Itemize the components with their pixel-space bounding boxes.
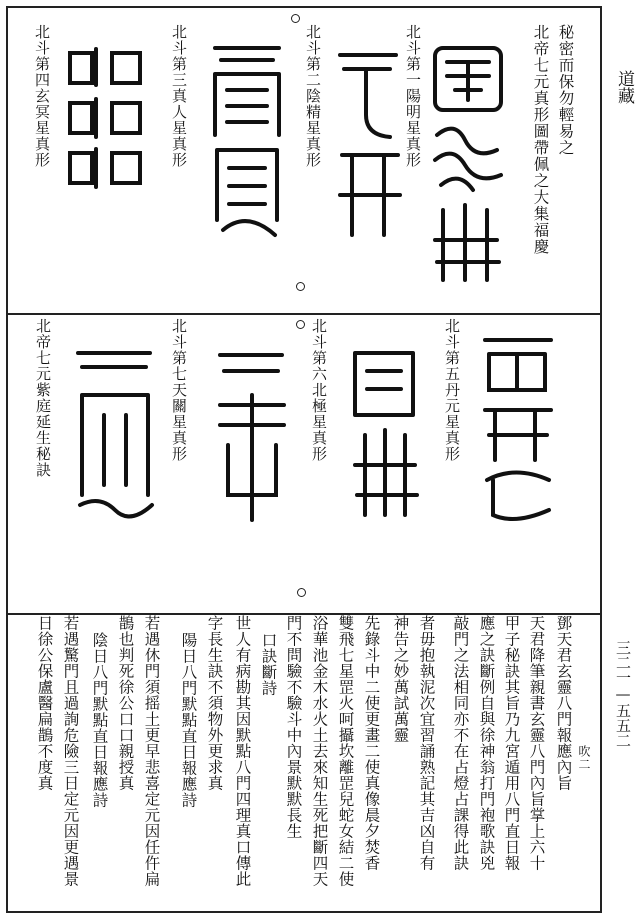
text-column-8: 先錄斗中二使更畫二使真像晨夕焚香 xyxy=(362,615,381,871)
collection-title: 道藏 xyxy=(614,70,634,104)
title-line-1: 秘密而保勿輕易之 xyxy=(556,24,575,156)
star-caption-8: 北帝七元紫庭延生秘訣 xyxy=(34,318,52,478)
text-column-1: 鄧天君玄靈八門報應內旨 xyxy=(554,615,573,791)
text-column-17: 鵲也判死徐公口口親授真 xyxy=(116,615,135,791)
star-caption-2: 北斗第二陰精星真形 xyxy=(304,24,322,168)
marker-circle xyxy=(291,14,300,23)
marker-circle xyxy=(296,282,305,291)
text-column-14: 字長生訣不須物外更求真 xyxy=(205,615,224,791)
star-caption-6: 北斗第六北極星真形 xyxy=(310,318,328,462)
text-column-2: 天君降筆親書玄靈八門內旨掌上六十 xyxy=(527,615,546,871)
seal-glyph-star-6 xyxy=(345,345,425,525)
seal-glyph-star-2 xyxy=(330,45,410,245)
star-caption-5: 北斗第五丹元星真形 xyxy=(443,318,461,462)
text-column-12: 口訣斷詩 xyxy=(259,632,278,696)
text-column-16: 若遇休門須摇土更早悲喜定元因任仵扁 xyxy=(142,615,161,887)
text-column-18: 陰日八門默點直日報應詩 xyxy=(90,632,109,808)
star-caption-3: 北斗第三真人星真形 xyxy=(170,24,188,168)
seal-glyph-star-4 xyxy=(62,45,152,195)
text-column-10: 浴華池金木水火土去來知生死把斷四天 xyxy=(310,615,329,887)
note-small: 吹二 xyxy=(577,745,591,771)
text-column-5: 敲門之法相同亦不在占燈占課得此訣 xyxy=(451,615,470,871)
seal-glyph-star-7 xyxy=(210,345,295,530)
title-line-2: 北帝七元真形圖帶佩之大集福慶 xyxy=(531,24,550,255)
text-column-4: 應之訣斷例自與徐神翁打門袍歌訣兇 xyxy=(477,615,496,871)
panel-divider-1 xyxy=(8,313,600,315)
marker-circle xyxy=(296,320,305,329)
text-column-7: 神告之妙萬試萬靈 xyxy=(391,615,410,743)
text-column-19: 若遇驚門且過詢危險三日定元因更遇景 xyxy=(61,615,80,887)
star-caption-7: 北斗第七天關星真形 xyxy=(170,318,188,462)
marker-circle xyxy=(297,588,306,597)
text-column-3: 甲子秘訣其旨乃九宮遁用八門直日報 xyxy=(502,615,521,871)
seal-glyph-star-5 xyxy=(475,330,565,530)
text-column-6: 者毋抱執泥次宜習誦熟記其吉凶自有 xyxy=(417,615,436,871)
side-margin xyxy=(613,0,640,919)
seal-glyph-star-3 xyxy=(205,40,290,240)
text-column-20: 日徐公保盧醫扁鵲不度真 xyxy=(35,615,54,791)
page-number: 三二一—五五二 xyxy=(614,640,632,748)
text-column-9: 雙飛七星罡火呵攝坎離罡兒蛇女結二使 xyxy=(336,615,355,887)
seal-glyph-star-8 xyxy=(70,345,160,520)
star-caption-4: 北斗第四玄冥星真形 xyxy=(33,24,51,168)
text-column-13: 世人有病勘其因默點八門四理真口傳此 xyxy=(233,615,252,887)
text-column-15: 陽日八門默點直日報應詩 xyxy=(179,632,198,808)
star-caption-1: 北斗第一陽明星真形 xyxy=(404,24,422,168)
seal-glyph-star-1 xyxy=(425,40,515,290)
text-column-11: 門不問驗不驗斗中內景默默長生 xyxy=(284,615,303,839)
